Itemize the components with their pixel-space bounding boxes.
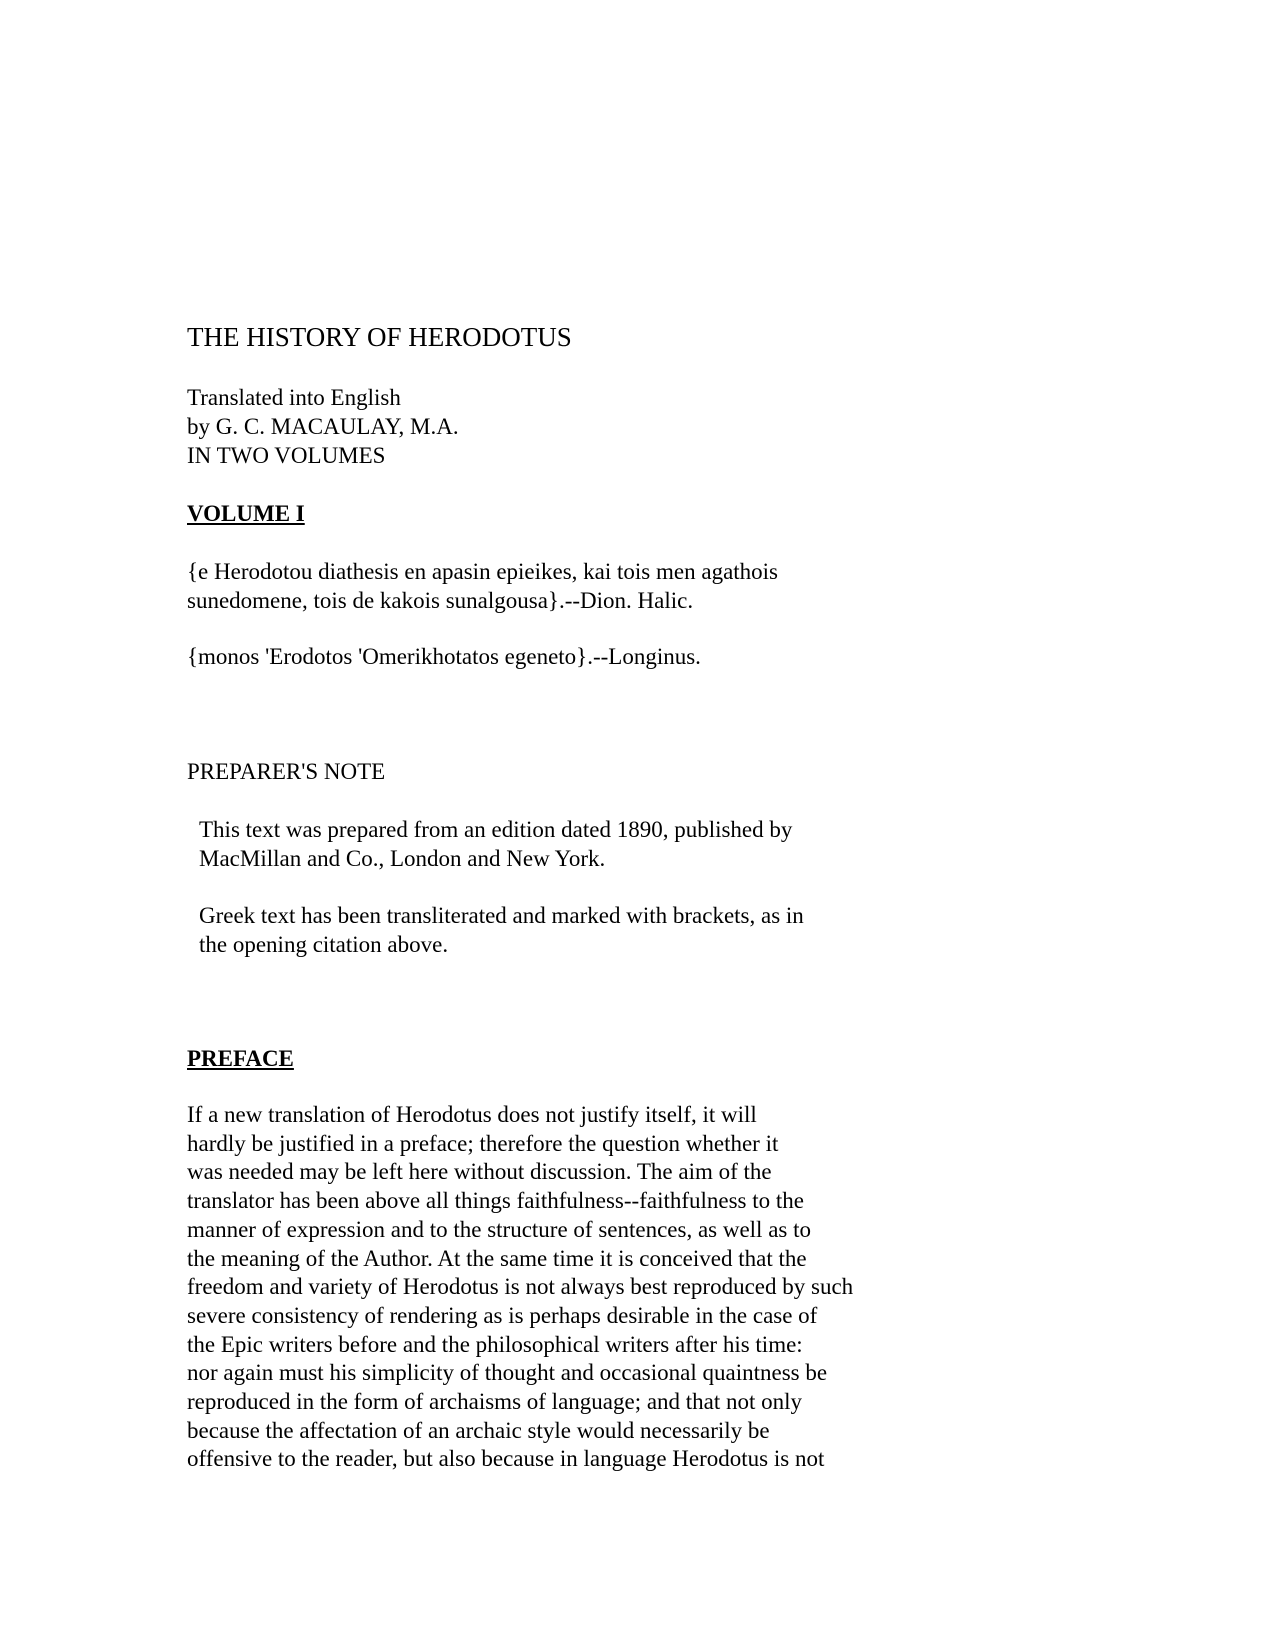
preparers-note-paragraph: This text was prepared from an edition dated 1890, published by MacMillan and Co., London and New York.: [199, 817, 793, 871]
translation-credits: Translated into English by G. C. MACAULAY, M.A. IN TWO VOLUMES: [187, 385, 459, 468]
preface-heading: PREFACE: [187, 1046, 294, 1071]
epigraph-longinus: {monos 'Erodotos 'Omerikhotatos egeneto}.--Longinus.: [187, 644, 701, 669]
epigraph-dion-halic: {e Herodotou diathesis en apasin epieikes, kai tois men agathois sunedomene, tois de kakois sunalgousa}.--Dion. Halic.: [187, 559, 779, 613]
volume-heading: VOLUME I: [187, 501, 305, 526]
preparers-note-paragraph: Greek text has been transliterated and marked with brackets, as in the opening citation above.: [199, 903, 804, 957]
book-title: THE HISTORY OF HERODOTUS: [187, 322, 572, 352]
preparers-note-heading: PREPARER'S NOTE: [187, 759, 386, 784]
preface-body: If a new translation of Herodotus does not justify itself, it will hardly be justified in a preface; therefore the question whether it was needed may be left here without discussion. The aim of the translator has been above all things faithfulness--faithfulness to the manner of expression and to the structure of sentences, as well as to the meaning of the Author. At the same time it is conceived that the freedom and variety of Herodotus is not always best reproduced by such severe consistency of rendering as is perhaps desirable in the case of the Epic writers before and the philosophical writers after his time: nor again must his simplicity of thought and occasional quaintness be reproduced in the form of archaisms of language; and that not only because the affectation of an archaic style would necessarily be offensive to the reader, but also because in language Herodotus is not: [187, 1102, 854, 1472]
